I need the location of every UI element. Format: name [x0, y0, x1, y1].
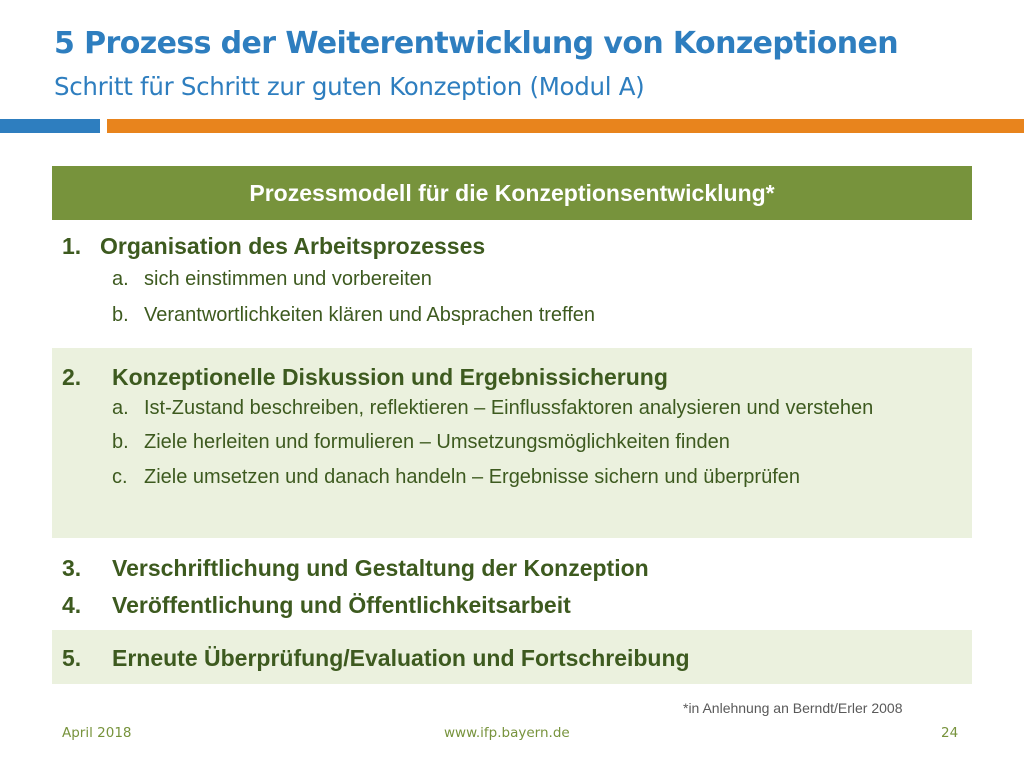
sub-item	[62, 261, 960, 297]
table-block-4	[52, 630, 972, 684]
accent-bar-orange	[107, 119, 1024, 133]
list-item	[62, 643, 960, 673]
sub-item-text: sich einstimmen und vorbereiten	[144, 268, 432, 290]
item-number: 4.	[62, 592, 82, 618]
item-label: Konzeptionelle Diskussion und Ergebnissicherung	[112, 364, 668, 390]
footer-website-link[interactable]: www.ifp.bayern.de	[444, 725, 570, 741]
sub-item	[62, 460, 960, 494]
item-number: 2.	[62, 364, 82, 390]
sub-item	[62, 392, 960, 425]
table-block-2	[52, 348, 972, 538]
sub-item-text: Ziele umsetzen und danach handeln – Ergebnisse sichern und überprüfen	[144, 466, 800, 488]
table-header: Prozessmodell für die Konzeptionsentwicklung*	[52, 166, 972, 220]
sub-item-text: Ziele herleiten und formulieren – Umsetzungsmöglichkeiten finden	[144, 431, 730, 453]
item-label: Veröffentlichung und Öffentlichkeitsarbeit	[112, 592, 571, 618]
sub-item	[62, 297, 960, 333]
item-label: Erneute Überprüfung/Evaluation und Fortschreibung	[112, 645, 690, 671]
footnote: *in Anlehnung an Berndt/Erler 2008	[683, 700, 903, 716]
sub-item-letter: a.	[112, 268, 129, 290]
list-item	[62, 550, 960, 587]
table-block-3	[52, 538, 972, 630]
item-label: Organisation des Arbeitsprozesses	[100, 233, 486, 259]
item-number: 5.	[62, 645, 82, 671]
sub-item-text: Verantwortlichkeiten klären und Absprachen treffen	[144, 304, 596, 326]
table-block-1	[52, 220, 972, 348]
sub-item-letter: b.	[112, 304, 129, 326]
accent-bar-blue	[0, 119, 100, 133]
item-number: 1.	[62, 233, 82, 259]
sub-item-letter: a.	[112, 397, 129, 419]
footer-date: April 2018	[62, 725, 132, 741]
sub-item-text: Ist-Zustand beschreiben, reflektieren – Einflussfaktoren analysieren und verstehen	[144, 397, 874, 419]
page-number: 24	[941, 725, 959, 741]
list-item	[62, 362, 960, 392]
process-model-table	[52, 166, 972, 684]
sub-item	[62, 425, 960, 460]
item-label: Verschriftlichung und Gestaltung der Konzeption	[112, 555, 649, 581]
sub-item-letter: c.	[112, 466, 128, 488]
sub-item-letter: b.	[112, 431, 129, 453]
slide-subtitle: Schritt für Schritt zur guten Konzeption (Modul A)	[54, 72, 645, 101]
list-item	[62, 231, 960, 261]
slide-title: 5 Prozess der Weiterentwicklung von Konzeptionen	[54, 26, 898, 61]
list-item	[62, 587, 960, 624]
item-number: 3.	[62, 555, 82, 581]
